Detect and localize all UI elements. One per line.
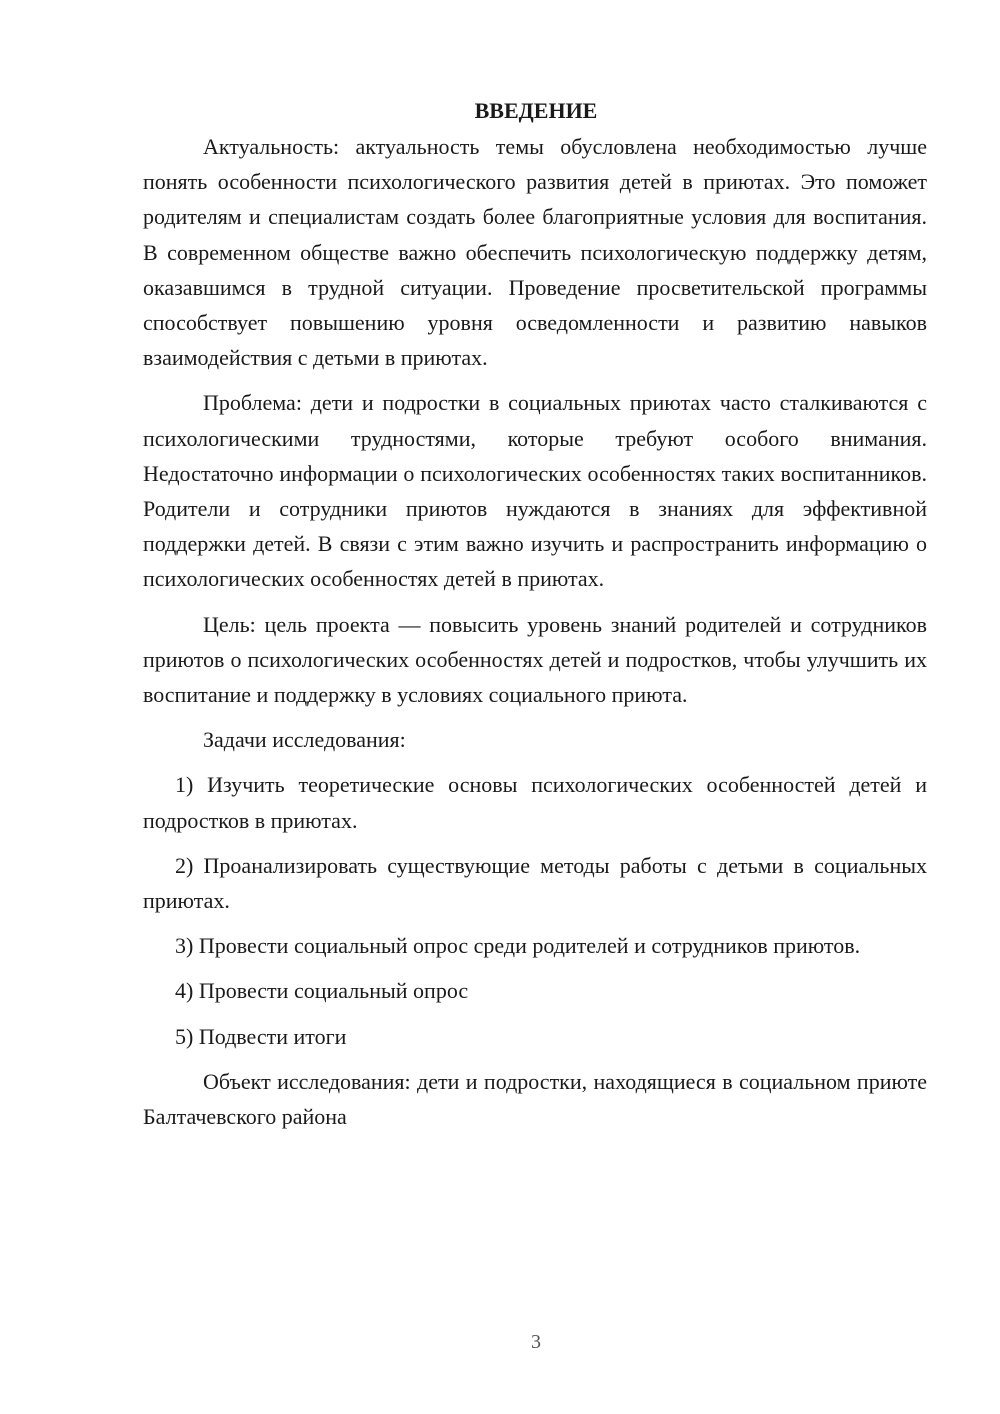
document-page bbox=[143, 93, 927, 1134]
page-number: 3 bbox=[531, 1331, 541, 1353]
goal-paragraph: Цель: цель проекта — повысить уровень знаний родителей и сотрудников приютов о психологических особенностях детей и подростков, чтобы улучшить их воспитание и поддержку в условиях социального приюта. bbox=[143, 611, 927, 708]
task-item-4: 4) Провести социальный опрос bbox=[175, 978, 469, 1004]
task-item-3: 3) Провести социальный опрос среди родителей и сотрудников приютов. bbox=[175, 933, 861, 959]
task-item-5: 5) Подвести итоги bbox=[175, 1023, 347, 1049]
problem-paragraph: Проблема: дети и подростки в социальных приютах часто сталкиваются с психологическими трудностями, которые требуют особого внимания. Недостаточно информации о психологических особенностях таких воспитанников. Родители и сотрудники приютов нуждаются в знаниях для эффективной поддержки детей. В связи с этим важно изучить и распространить информацию о психологических особенностях детей в приютах. bbox=[143, 390, 927, 592]
tasks-heading: Задачи исследования: bbox=[203, 727, 406, 753]
task-item-2: 2) Проанализировать существующие методы работы с детьми в социальных приютах. bbox=[143, 852, 927, 914]
page-title: ВВЕДЕНИЕ bbox=[474, 98, 598, 123]
object-paragraph: Объект исследования: дети и подростки, находящиеся в социальном приюте Балтачевского района bbox=[143, 1068, 927, 1130]
relevance-paragraph: Актуальность: актуальность темы обусловлена необходимостью лучше понять особенности психологического развития детей в приютах. Это поможет родителям и специалистам создать более благоприятные условия для воспитания. В современном обществе важно обеспечить психологическую поддержку детям, оказавшимся в трудной ситуации. Проведение просветительской программы способствует повышению уровня осведомленности и развитию навыков взаимодействия с детьми в приютах. bbox=[143, 134, 927, 371]
task-item-1: 1) Изучить теоретические основы психологических особенностей детей и подростков в приютах. bbox=[143, 772, 927, 833]
